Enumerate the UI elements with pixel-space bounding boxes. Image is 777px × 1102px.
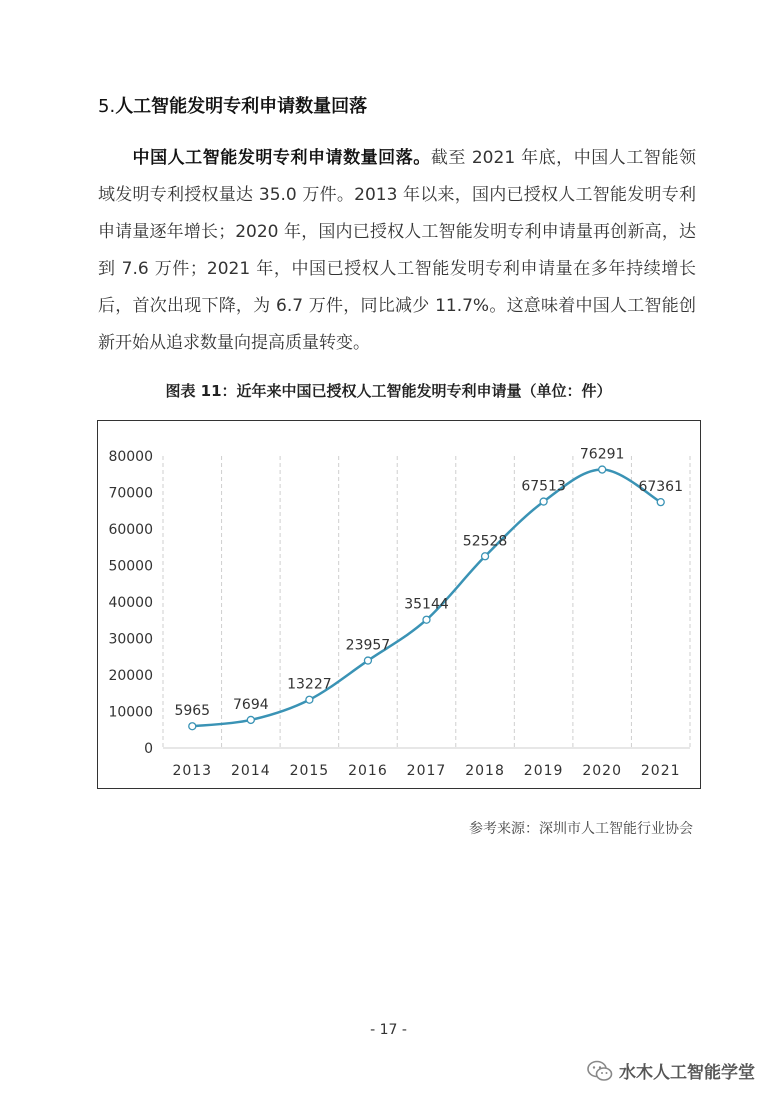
wechat-icon bbox=[587, 1060, 613, 1082]
y-tick-label: 70000 bbox=[108, 485, 153, 502]
paragraph-body: 截至 2021 年底，中国人工智能领域发明专利授权量达 35.0 万件。2013 年以来，国内已授权人工智能发明专利申请量逐年增长；2020 年，国内已授权人工智能发明专利申请量再创新高，达到 7.6 万件；2021 年，中国已授权人工智能发明专利申请量在多年持续增长后，首次出现下降，为 6.7 万件，同比减少 11.7%。这意味着中国人工智能创新开始从追求数量向提高质量转变。 bbox=[98, 148, 696, 353]
data-label: 52528 bbox=[462, 533, 508, 550]
y-tick-label: 0 bbox=[144, 741, 153, 757]
data-label: 23957 bbox=[345, 637, 391, 654]
x-tick-label: 2019 bbox=[523, 763, 564, 779]
data-point bbox=[657, 499, 664, 506]
data-label: 35144 bbox=[404, 596, 449, 613]
data-point bbox=[364, 657, 371, 664]
y-tick-label: 30000 bbox=[108, 631, 153, 648]
x-tick-label: 2021 bbox=[640, 763, 681, 779]
y-tick-label: 20000 bbox=[108, 668, 153, 684]
data-point bbox=[306, 696, 313, 703]
data-point bbox=[247, 716, 254, 723]
section-title: 人工智能发明专利申请数量回落 bbox=[115, 96, 368, 117]
watermark-text: 水木人工智能学堂 bbox=[619, 1063, 755, 1083]
data-label: 67513 bbox=[521, 478, 566, 495]
data-label: 5965 bbox=[174, 703, 211, 720]
x-tick-label: 2018 bbox=[465, 763, 505, 779]
data-label: 7694 bbox=[233, 696, 269, 713]
x-tick-label: 2020 bbox=[582, 763, 622, 779]
x-tick-label: 2013 bbox=[172, 763, 213, 779]
data-label: 13227 bbox=[287, 676, 332, 693]
y-tick-label: 50000 bbox=[108, 558, 153, 575]
x-tick-label: 2014 bbox=[231, 763, 271, 779]
data-label: 76291 bbox=[579, 446, 625, 463]
figure-caption: 图表 11：近年来中国已授权人工智能发明专利申请量（单位：件） bbox=[165, 382, 612, 400]
chart-frame bbox=[97, 420, 701, 789]
y-tick-label: 10000 bbox=[108, 704, 153, 721]
data-point bbox=[599, 466, 606, 473]
y-tick-label: 80000 bbox=[108, 449, 153, 465]
data-label: 67361 bbox=[638, 479, 683, 496]
line-chart bbox=[98, 421, 702, 790]
section-heading bbox=[98, 92, 367, 118]
watermark bbox=[587, 1058, 755, 1083]
y-tick-label: 40000 bbox=[108, 595, 153, 611]
data-point bbox=[189, 723, 196, 730]
data-point bbox=[423, 616, 430, 623]
x-tick-label: 2016 bbox=[348, 763, 388, 779]
page-number: - 17 - bbox=[370, 1022, 407, 1038]
x-tick-label: 2015 bbox=[289, 763, 330, 779]
figure-source: 参考来源：深圳市人工智能行业协会 bbox=[469, 821, 693, 837]
paragraph-lead: 中国人工智能发明专利申请数量回落。 bbox=[132, 148, 431, 168]
body-paragraph bbox=[98, 140, 696, 362]
section-number: 5. bbox=[98, 96, 116, 117]
data-point bbox=[482, 553, 489, 560]
y-tick-label: 60000 bbox=[108, 522, 153, 538]
data-point bbox=[540, 498, 547, 505]
x-tick-label: 2017 bbox=[406, 763, 447, 779]
